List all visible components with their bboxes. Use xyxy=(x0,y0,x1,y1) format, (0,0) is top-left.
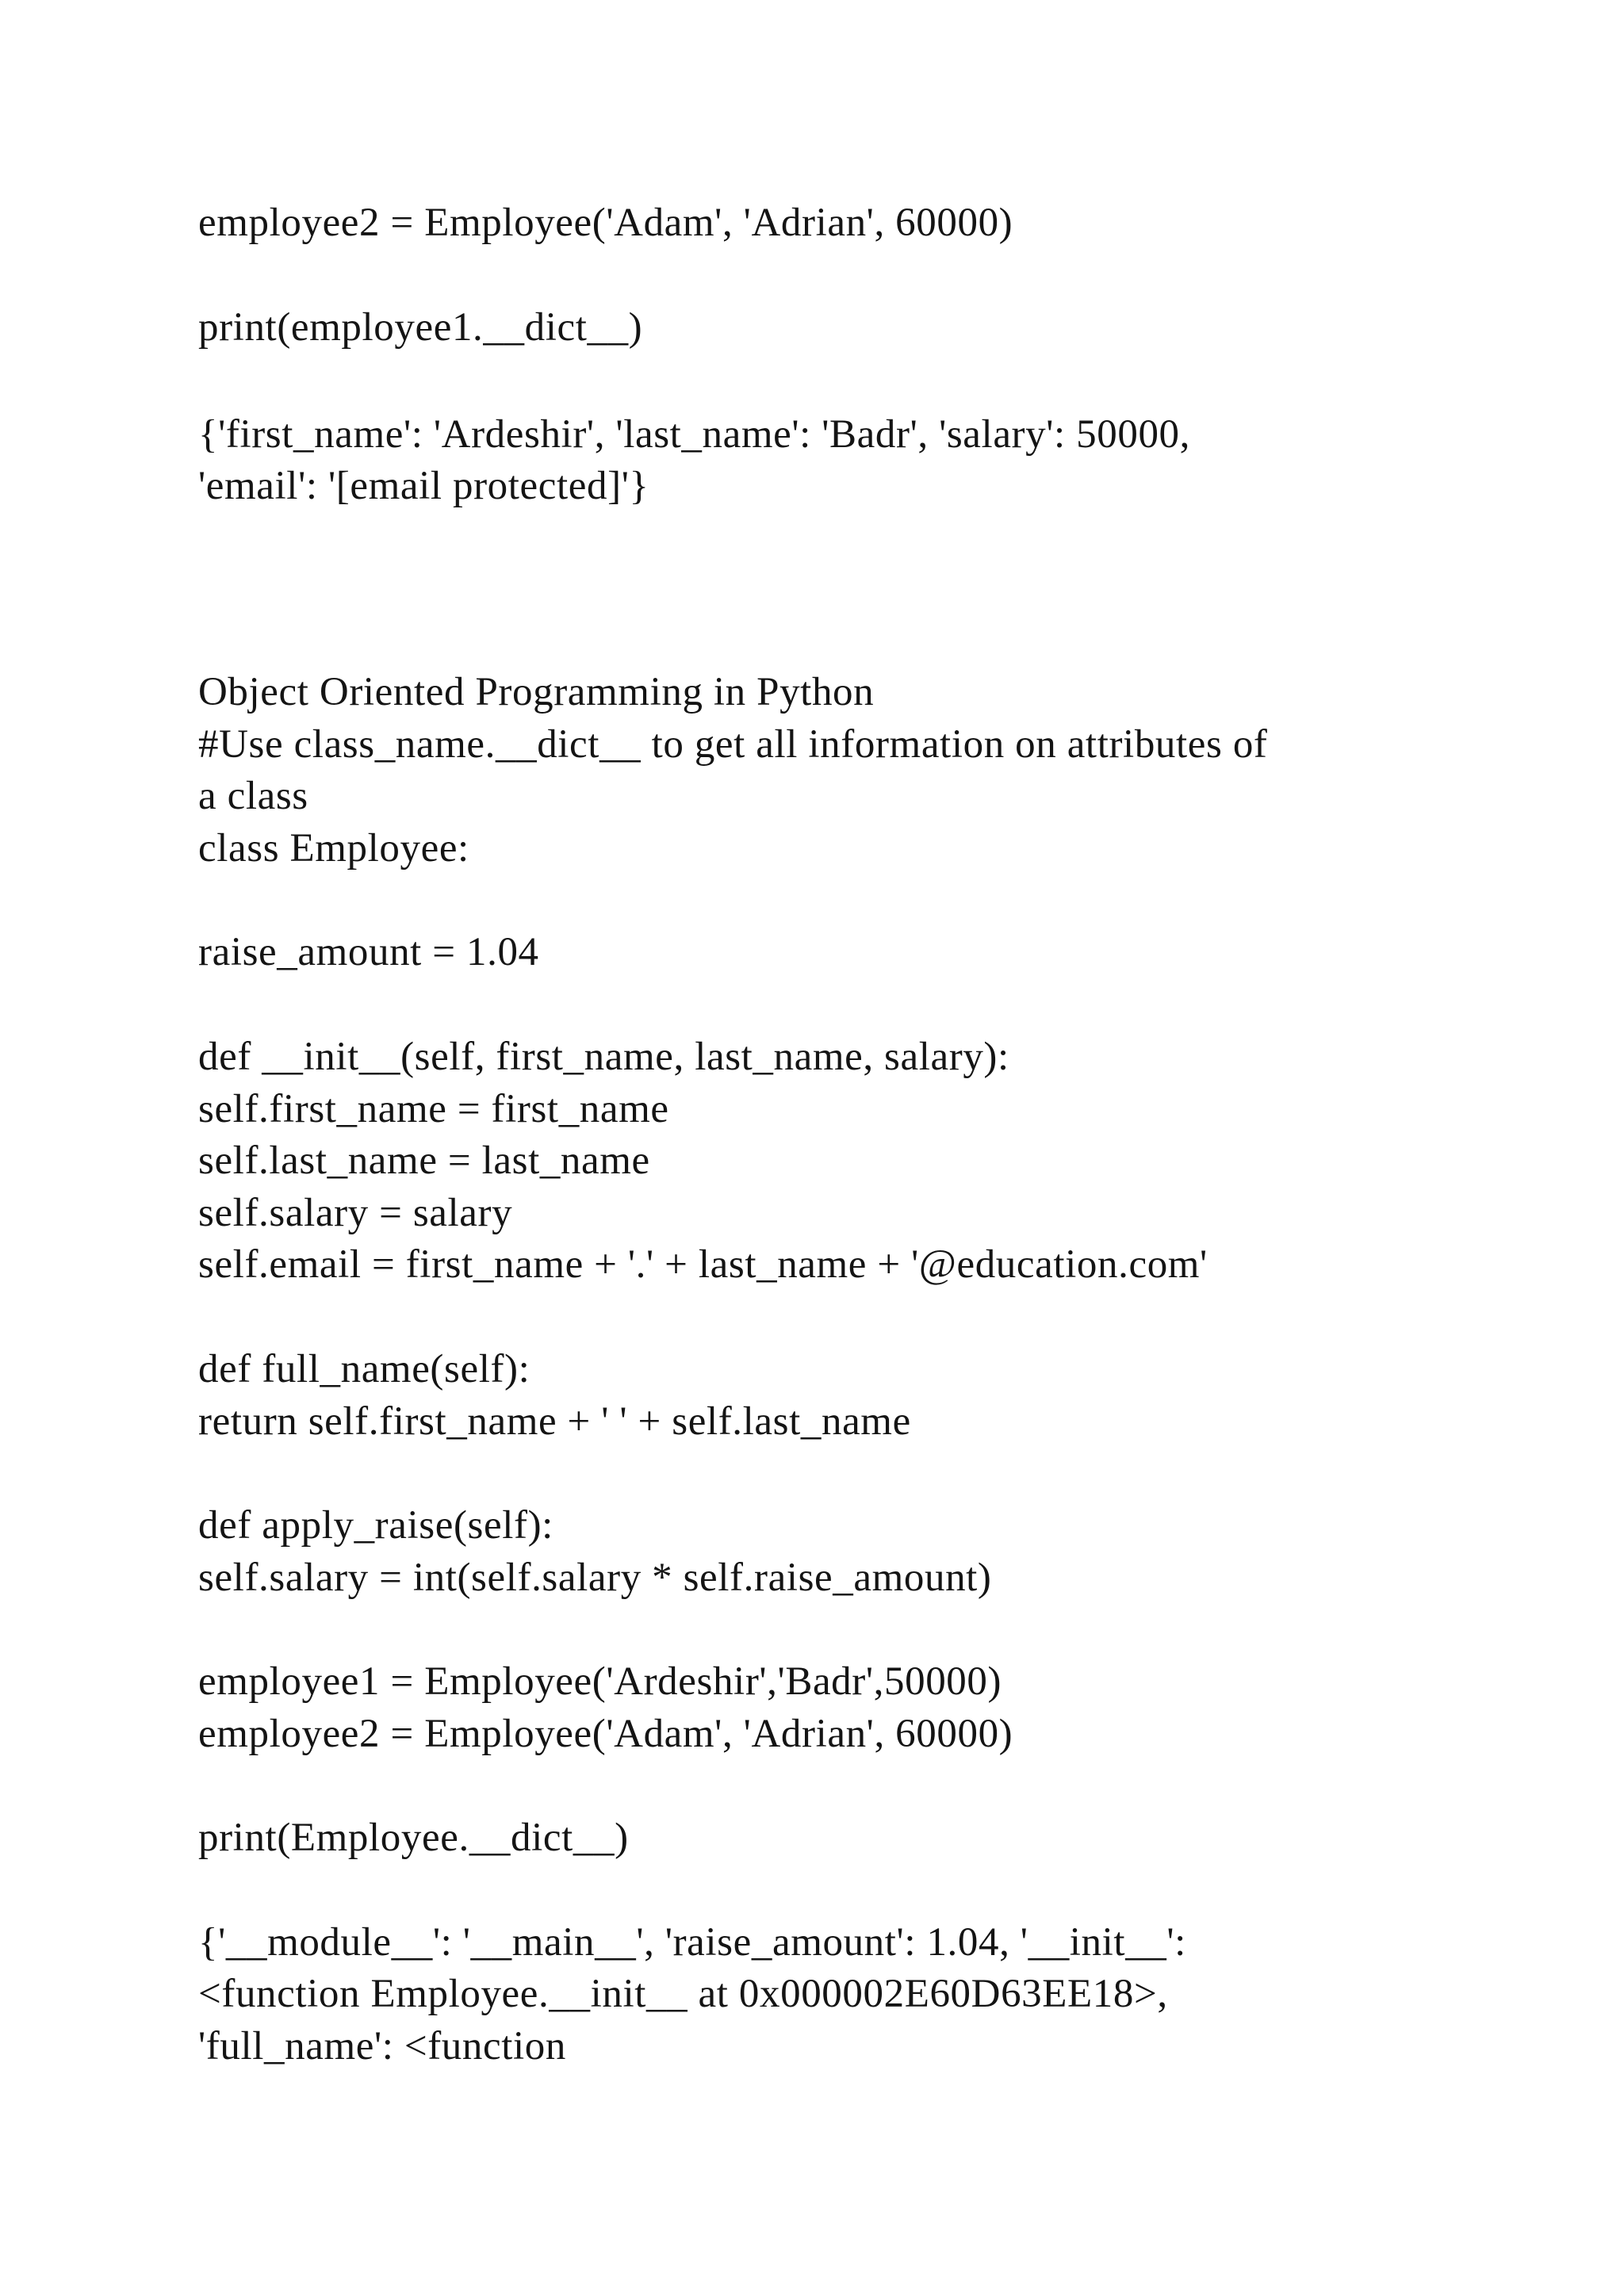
text-line: def full_name(self): xyxy=(198,1347,530,1391)
text-line: self.email = first_name + '.' + last_name + '@education.com' xyxy=(198,1242,1208,1287)
text-line: {'__module__': '__main__', 'raise_amount': 1.04, '__init__': xyxy=(198,1920,1186,1965)
text-line: 'full_name': <function xyxy=(198,2024,566,2068)
text-line: def __init__(self, first_name, last_name, salary): xyxy=(198,1035,1009,1079)
text-line: a class xyxy=(198,774,308,818)
text-line: <function Employee.__init__ at 0x000002E60D63EE18>, xyxy=(198,1972,1168,2016)
text-line: employee2 = Employee('Adam', 'Adrian', 60000) xyxy=(198,201,1013,245)
section-heading: Object Oriented Programming in Python xyxy=(198,670,875,714)
text-line: self.last_name = last_name xyxy=(198,1138,650,1183)
text-line: {'first_name': 'Ardeshir', 'last_name': 'Badr', 'salary': 50000, xyxy=(198,412,1190,457)
text-line: def apply_raise(self): xyxy=(198,1503,553,1548)
text-line: return self.first_name + ' ' + self.last_name xyxy=(198,1399,911,1444)
text-line: raise_amount = 1.04 xyxy=(198,930,539,974)
text-line: print(employee1.__dict__) xyxy=(198,305,643,350)
text-line: self.salary = int(self.salary * self.raise_amount) xyxy=(198,1556,992,1600)
text-line: print(Employee.__dict__) xyxy=(198,1816,629,1860)
text-line: self.first_name = first_name xyxy=(198,1087,669,1131)
text-line: #Use class_name.__dict__ to get all information on attributes of xyxy=(198,722,1268,767)
text-line: employee1 = Employee('Ardeshir','Badr',50000) xyxy=(198,1659,1002,1704)
text-line: 'email': '[email protected]'} xyxy=(198,464,649,508)
text-line: class Employee: xyxy=(198,826,469,871)
text-line: employee2 = Employee('Adam', 'Adrian', 60000) xyxy=(198,1712,1013,1756)
text-line: self.salary = salary xyxy=(198,1191,513,1235)
